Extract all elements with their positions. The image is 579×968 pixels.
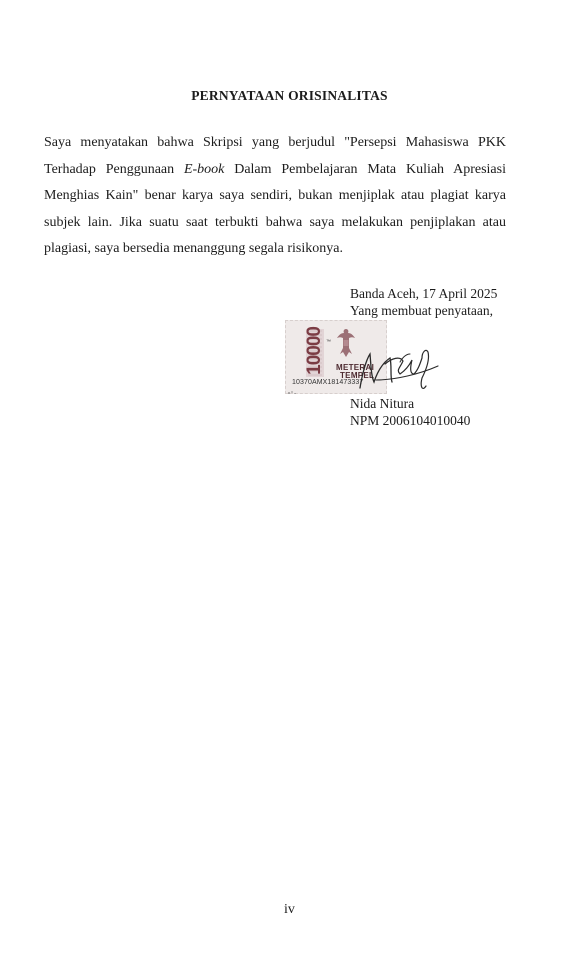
place-date: Banda Aceh, 17 April 2025	[350, 286, 498, 301]
statement-line: Menghias Kain" benar karya saya sendiri, bukan menjiplak atau plagiat karya	[44, 188, 506, 203]
maker-label: Yang membuat penyataan,	[350, 303, 493, 318]
statement-line: Terhadap Penggunaan E-book Dalam Pembelajaran Mata Kuliah Apresiasi	[44, 161, 506, 177]
signature-space	[350, 319, 550, 395]
stamp-line2: TEMPEL	[340, 371, 375, 380]
stamp-value: 10000	[304, 327, 325, 375]
stamp-serial: 10370AMX181473337	[292, 379, 364, 386]
stamp-mark-icon: ™	[326, 339, 331, 345]
statement-line: subjek lain. Jika suatu saat terbukti bahwa saya melakukan penjiplakan atau	[44, 214, 506, 230]
stamp-line1: METERAI	[336, 363, 375, 372]
signer-npm: NPM 2006104010040	[350, 413, 471, 428]
statement-paragraph	[44, 130, 506, 263]
page-number: iv	[284, 902, 295, 917]
ink-mark-icon	[287, 390, 297, 396]
signature-block	[350, 285, 550, 429]
document-title: PERNYATAAN ORISINALITAS	[191, 88, 388, 103]
statement-line: Saya menyatakan bahwa Skripsi yang berjudul "Persepsi Mahasiswa PKK	[44, 135, 506, 150]
signer-name: Nida Nitura	[350, 396, 415, 411]
statement-line: plagiasi, saya bersedia menanggung segala risikonya.	[44, 241, 343, 256]
